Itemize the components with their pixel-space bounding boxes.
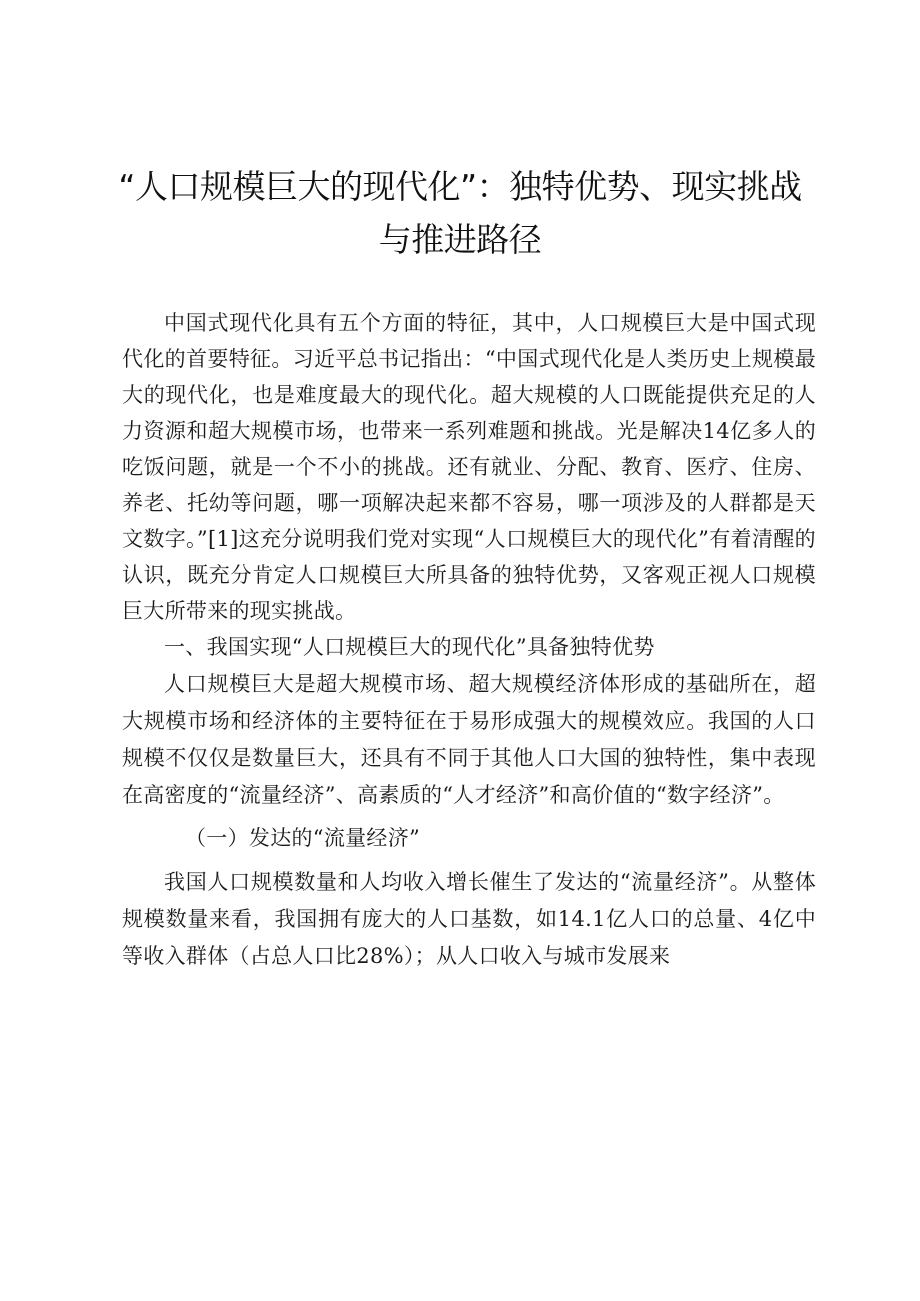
document-title: “人口规模巨大的现代化”：独特优势、现实挑战与推进路径 (118, 167, 802, 259)
subsection-heading-1: （一）发达的“流量经济” (185, 825, 421, 850)
subsection-paragraph-1: 我国人口规模数量和人均收入增长催生了发达的“流量经济”。从整体规模数量来看，我国拥有庞大的人口基数，如14.1亿人口的总量、4亿中等收入群体（占总人口比28%）；从人口收入与城市发展来 (122, 870, 816, 968)
document-body (122, 305, 816, 975)
section-heading-1: 一、我国实现“人口规模巨大的现代化”具备独特优势 (164, 635, 655, 659)
section-paragraph-1: 人口规模巨大是超大规模市场、超大规模经济体形成的基础所在，超大规模市场和经济体的主要特征在于易形成强大的规模效应。我国的人口规模不仅仅是数量巨大，还具有不同于其他人口大国的独特性，集中表现在高密度的“流量经济”、高素质的“人才经济”和高价值的“数字经济”。 (122, 671, 816, 807)
intro-paragraph: 中国式现代化具有五个方面的特征，其中，人口规模巨大是中国式现代化的首要特征。习近平总书记指出：“中国式现代化是人类历史上规模最大的现代化，也是难度最大的现代化。超大规模的人口既能提供充足的人力资源和超大规模市场，也带来一系列难题和挑战。光是解决14亿多人的吃饭问题，就是一个不小的挑战。还有就业、分配、教育、医疗、住房、养老、托幼等问题，哪一项解决起来都不容易，哪一项涉及的人群都是天文数字。”[1]这充分说明我们党对实现“人口规模巨大的现代化”有着清醒的认识，既充分肯定人口规模巨大所具备的独特优势，又客观正视人口规模巨大所带来的现实挑战。 (122, 311, 816, 623)
